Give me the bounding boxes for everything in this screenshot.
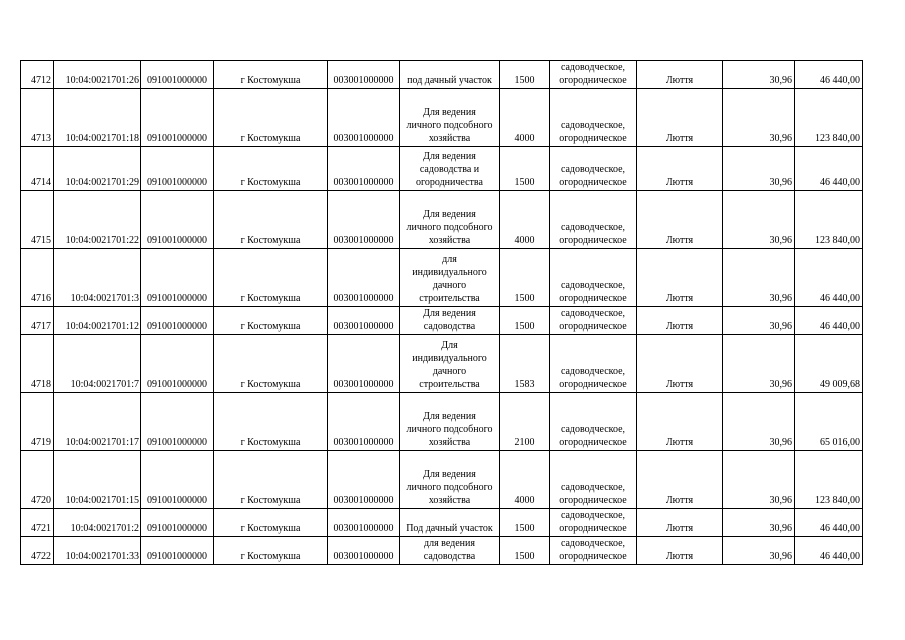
row-number-cell: 4717 bbox=[21, 307, 54, 335]
purpose-line: личного подсобного bbox=[406, 120, 493, 131]
area-cell: 4000 bbox=[500, 191, 550, 249]
code-cell: 091001000000 bbox=[141, 335, 214, 393]
purpose-line: Для bbox=[441, 340, 458, 351]
cadastral-number-cell: 10:04:0021701:7 bbox=[54, 335, 141, 393]
rate-cell: 30,96 bbox=[723, 307, 795, 335]
category-line: садоводческое, bbox=[560, 222, 626, 233]
table-row bbox=[21, 191, 863, 249]
rate-cell: 30,96 bbox=[723, 191, 795, 249]
city-cell: г Костомукша bbox=[214, 191, 328, 249]
purpose-cell bbox=[400, 191, 500, 249]
rate-cell: 30,96 bbox=[723, 451, 795, 509]
row-number-cell: 4713 bbox=[21, 89, 54, 147]
city-cell: г Костомукша bbox=[214, 89, 328, 147]
sum-cell: 123 840,00 bbox=[795, 191, 863, 249]
code-cell: 003001000000 bbox=[328, 393, 400, 451]
purpose-line: хозяйства bbox=[428, 495, 471, 506]
month-cell: Люття bbox=[637, 249, 723, 307]
purpose-cell bbox=[400, 509, 500, 537]
purpose-line: хозяйства bbox=[428, 235, 471, 246]
purpose-cell bbox=[400, 249, 500, 307]
code-cell: 091001000000 bbox=[141, 537, 214, 565]
table-row bbox=[21, 89, 863, 147]
category-line: садоводческое, bbox=[560, 164, 626, 175]
purpose-line: Для ведения bbox=[423, 469, 476, 480]
month-cell: Люття bbox=[637, 509, 723, 537]
category-line: огородническое bbox=[559, 133, 627, 144]
purpose-line: садоводства bbox=[423, 551, 476, 562]
purpose-cell bbox=[400, 451, 500, 509]
code-cell: 003001000000 bbox=[328, 249, 400, 307]
table-row bbox=[21, 451, 863, 509]
row-number-cell: 4716 bbox=[21, 249, 54, 307]
area-cell: 1500 bbox=[500, 509, 550, 537]
category-cell bbox=[550, 509, 637, 537]
month-cell: Люття bbox=[637, 307, 723, 335]
month-cell: Люття bbox=[637, 147, 723, 191]
category-cell bbox=[550, 393, 637, 451]
category-line: садоводческое, bbox=[560, 538, 626, 549]
purpose-line: строительства bbox=[419, 293, 480, 304]
table-row bbox=[21, 537, 863, 565]
purpose-line: для ведения bbox=[424, 538, 475, 549]
category-line: огородническое bbox=[559, 293, 627, 304]
cadastral-number-cell: 10:04:0021701:15 bbox=[54, 451, 141, 509]
table-row bbox=[21, 61, 863, 89]
code-cell: 091001000000 bbox=[141, 307, 214, 335]
table-row bbox=[21, 147, 863, 191]
cadastral-number-cell: 10:04:0021701:22 bbox=[54, 191, 141, 249]
purpose-cell bbox=[400, 89, 500, 147]
cadastral-number-cell: 10:04:0021701:3 bbox=[54, 249, 141, 307]
table-row bbox=[21, 335, 863, 393]
rate-cell: 30,96 bbox=[723, 147, 795, 191]
row-number-cell: 4715 bbox=[21, 191, 54, 249]
purpose-line: индивидуального bbox=[412, 267, 487, 278]
cadastral-number-cell: 10:04:0021701:26 bbox=[54, 61, 141, 89]
category-line: садоводческое, bbox=[560, 62, 626, 73]
purpose-line: личного подсобного bbox=[406, 222, 493, 233]
city-cell: г Костомукша bbox=[214, 451, 328, 509]
category-line: огородническое bbox=[559, 75, 627, 86]
rate-cell: 30,96 bbox=[723, 537, 795, 565]
code-cell: 091001000000 bbox=[141, 147, 214, 191]
rate-cell: 30,96 bbox=[723, 89, 795, 147]
purpose-cell bbox=[400, 147, 500, 191]
code-cell: 003001000000 bbox=[328, 147, 400, 191]
purpose-line: индивидуального bbox=[412, 353, 487, 364]
code-cell: 003001000000 bbox=[328, 451, 400, 509]
rate-cell: 30,96 bbox=[723, 393, 795, 451]
category-cell bbox=[550, 249, 637, 307]
city-cell: г Костомукша bbox=[214, 61, 328, 89]
table-row bbox=[21, 249, 863, 307]
sum-cell: 46 440,00 bbox=[795, 61, 863, 89]
table-body bbox=[21, 61, 863, 565]
area-cell: 1500 bbox=[500, 307, 550, 335]
area-cell: 2100 bbox=[500, 393, 550, 451]
city-cell: г Костомукша bbox=[214, 393, 328, 451]
purpose-line: дачного bbox=[432, 366, 467, 377]
category-line: огородническое bbox=[559, 437, 627, 448]
row-number-cell: 4721 bbox=[21, 509, 54, 537]
cadastral-number-cell: 10:04:0021701:12 bbox=[54, 307, 141, 335]
category-cell bbox=[550, 89, 637, 147]
category-cell bbox=[550, 451, 637, 509]
area-cell: 1500 bbox=[500, 147, 550, 191]
purpose-cell bbox=[400, 335, 500, 393]
category-line: садоводческое, bbox=[560, 424, 626, 435]
row-number-cell: 4718 bbox=[21, 335, 54, 393]
city-cell: г Костомукша bbox=[214, 537, 328, 565]
rate-cell: 30,96 bbox=[723, 61, 795, 89]
purpose-line: для bbox=[442, 254, 457, 265]
month-cell: Люття bbox=[637, 451, 723, 509]
category-cell bbox=[550, 147, 637, 191]
purpose-line: садоводства bbox=[423, 321, 476, 332]
code-cell: 091001000000 bbox=[141, 451, 214, 509]
sum-cell: 49 009,68 bbox=[795, 335, 863, 393]
category-line: огородническое bbox=[559, 321, 627, 332]
city-cell: г Костомукша bbox=[214, 147, 328, 191]
category-line: огородническое bbox=[559, 523, 627, 534]
table-row bbox=[21, 393, 863, 451]
cadastral-number-cell: 10:04:0021701:2 bbox=[54, 509, 141, 537]
purpose-line: хозяйства bbox=[428, 437, 471, 448]
cadastral-number-cell: 10:04:0021701:29 bbox=[54, 147, 141, 191]
code-cell: 091001000000 bbox=[141, 249, 214, 307]
code-cell: 003001000000 bbox=[328, 191, 400, 249]
code-cell: 003001000000 bbox=[328, 335, 400, 393]
city-cell: г Костомукша bbox=[214, 335, 328, 393]
category-line: садоводческое, bbox=[560, 510, 626, 521]
city-cell: г Костомукша bbox=[214, 509, 328, 537]
category-cell bbox=[550, 191, 637, 249]
area-cell: 1500 bbox=[500, 61, 550, 89]
category-cell bbox=[550, 307, 637, 335]
rate-cell: 30,96 bbox=[723, 249, 795, 307]
code-cell: 003001000000 bbox=[328, 537, 400, 565]
rate-cell: 30,96 bbox=[723, 509, 795, 537]
area-cell: 4000 bbox=[500, 451, 550, 509]
row-number-cell: 4719 bbox=[21, 393, 54, 451]
code-cell: 091001000000 bbox=[141, 509, 214, 537]
month-cell: Люття bbox=[637, 89, 723, 147]
row-number-cell: 4722 bbox=[21, 537, 54, 565]
purpose-line: Для ведения bbox=[423, 209, 476, 220]
sum-cell: 46 440,00 bbox=[795, 307, 863, 335]
sum-cell: 123 840,00 bbox=[795, 89, 863, 147]
area-cell: 4000 bbox=[500, 89, 550, 147]
month-cell: Люття bbox=[637, 537, 723, 565]
cadastral-number-cell: 10:04:0021701:17 bbox=[54, 393, 141, 451]
sum-cell: 46 440,00 bbox=[795, 249, 863, 307]
category-line: огородническое bbox=[559, 495, 627, 506]
purpose-line: Для ведения bbox=[423, 308, 476, 319]
code-cell: 091001000000 bbox=[141, 191, 214, 249]
land-plots-table bbox=[20, 60, 863, 565]
category-line: огородническое bbox=[559, 177, 627, 188]
purpose-cell bbox=[400, 393, 500, 451]
city-cell: г Костомукша bbox=[214, 249, 328, 307]
purpose-line: Для ведения bbox=[423, 151, 476, 162]
category-cell bbox=[550, 537, 637, 565]
city-cell: г Костомукша bbox=[214, 307, 328, 335]
purpose-line: дачного bbox=[432, 280, 467, 291]
category-line: садоводческое, bbox=[560, 308, 626, 319]
purpose-line: личного подсобного bbox=[406, 482, 493, 493]
sum-cell: 123 840,00 bbox=[795, 451, 863, 509]
code-cell: 003001000000 bbox=[328, 61, 400, 89]
purpose-cell bbox=[400, 307, 500, 335]
category-line: огородническое bbox=[559, 379, 627, 390]
code-cell: 003001000000 bbox=[328, 509, 400, 537]
category-line: садоводческое, bbox=[560, 366, 626, 377]
row-number-cell: 4714 bbox=[21, 147, 54, 191]
code-cell: 091001000000 bbox=[141, 393, 214, 451]
category-line: огородническое bbox=[559, 235, 627, 246]
purpose-line: Для ведения bbox=[423, 411, 476, 422]
cadastral-number-cell: 10:04:0021701:18 bbox=[54, 89, 141, 147]
purpose-cell bbox=[400, 537, 500, 565]
category-line: садоводческое, bbox=[560, 120, 626, 131]
purpose-line: строительства bbox=[419, 379, 480, 390]
area-cell: 1583 bbox=[500, 335, 550, 393]
table-row bbox=[21, 509, 863, 537]
code-cell: 003001000000 bbox=[328, 89, 400, 147]
sum-cell: 65 016,00 bbox=[795, 393, 863, 451]
sum-cell: 46 440,00 bbox=[795, 509, 863, 537]
purpose-line: под дачный участок bbox=[407, 75, 492, 86]
category-line: садоводческое, bbox=[560, 280, 626, 291]
area-cell: 1500 bbox=[500, 537, 550, 565]
purpose-cell bbox=[400, 61, 500, 89]
purpose-line: огородничества bbox=[416, 177, 483, 188]
category-cell bbox=[550, 335, 637, 393]
rate-cell: 30,96 bbox=[723, 335, 795, 393]
sum-cell: 46 440,00 bbox=[795, 537, 863, 565]
category-line: садоводческое, bbox=[560, 482, 626, 493]
month-cell: Люття bbox=[637, 393, 723, 451]
sum-cell: 46 440,00 bbox=[795, 147, 863, 191]
purpose-line: Для ведения bbox=[423, 107, 476, 118]
code-cell: 003001000000 bbox=[328, 307, 400, 335]
cadastral-number-cell: 10:04:0021701:33 bbox=[54, 537, 141, 565]
area-cell: 1500 bbox=[500, 249, 550, 307]
purpose-line: личного подсобного bbox=[406, 424, 493, 435]
category-line: огородническое bbox=[559, 551, 627, 562]
code-cell: 091001000000 bbox=[141, 61, 214, 89]
purpose-line: Под дачный участок bbox=[406, 523, 493, 534]
table-row bbox=[21, 307, 863, 335]
purpose-line: хозяйства bbox=[428, 133, 471, 144]
month-cell: Люття bbox=[637, 61, 723, 89]
month-cell: Люття bbox=[637, 335, 723, 393]
purpose-line: садоводства и bbox=[419, 164, 480, 175]
row-number-cell: 4712 bbox=[21, 61, 54, 89]
row-number-cell: 4720 bbox=[21, 451, 54, 509]
code-cell: 091001000000 bbox=[141, 89, 214, 147]
month-cell: Люття bbox=[637, 191, 723, 249]
category-cell bbox=[550, 61, 637, 89]
